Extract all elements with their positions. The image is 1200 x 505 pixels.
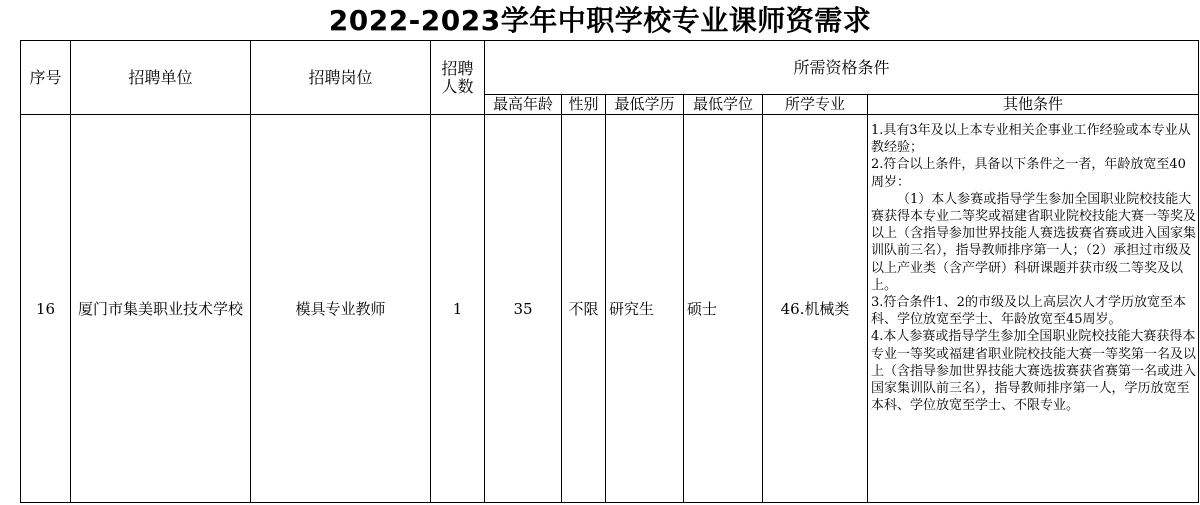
header-major: 所学专业: [763, 95, 868, 115]
other-condition-line: 4.本人参赛或指导学生参加全国职业院校技能大赛获得本专业一等奖或福建省职业院校技能大赛一等奖第一名及以上（含指导参加世界技能大赛选拔赛获省赛第一名或进入国家集训队前三名），指导教师排序第一人，学历放宽至本科、学位放宽至学士、不限专业。: [871, 329, 1197, 414]
header-min-degree: 最低学位: [684, 95, 763, 115]
table-row: [21, 115, 1199, 503]
other-condition-line: （1）本人参赛或指导学生参加全国职业院校技能大赛获得本专业二等奖或福建省职业院校技能大赛一等奖及以上（含指导参加世界技能人赛选拔赛省赛或进入国家集训队前三名），指导教师排序第一人；（2）承担过市级及以上产业类（含产学研）科研课题并获市级二等奖及以上。: [871, 191, 1197, 293]
header-min-edu: 最低学历: [606, 95, 684, 115]
other-condition-line: 2.符合以上条件，具备以下条件之一者，年龄放宽至40周岁：: [871, 157, 1186, 190]
header-unit: 招聘单位: [71, 41, 251, 115]
cell-unit: 厦门市集美职业技术学校: [71, 115, 251, 503]
header-max-age: 最高年龄: [485, 95, 562, 115]
cell-seq: 16: [21, 115, 71, 503]
cell-max-age: 35: [485, 115, 562, 503]
header-gender: 性别: [562, 95, 606, 115]
cell-post: 模具专业教师: [251, 115, 431, 503]
recruitment-table: [20, 40, 1199, 503]
page-title: 2022-2023学年中职学校专业课师资需求: [328, 4, 872, 37]
cell-gender: 不限: [562, 115, 606, 503]
header-count: 招聘人数: [431, 41, 485, 115]
other-condition-line: 3.符合条件1、2的市级及以上高层次人才学历放宽至本科、学位放宽至学士、年龄放宽至45周岁。: [871, 295, 1186, 328]
cell-count: 1: [431, 115, 485, 503]
cell-min-degree: 硕士: [684, 115, 763, 503]
header-post: 招聘岗位: [251, 41, 431, 115]
cell-other-conditions: [868, 115, 1199, 503]
other-condition-line: 1.具有3年及以上本专业相关企事业工作经验或本专业从教经验；: [871, 123, 1191, 156]
header-row-1: [21, 41, 1199, 95]
header-other: 其他条件: [868, 95, 1199, 115]
header-seq: 序号: [21, 41, 71, 115]
header-qualifications: 所需资格条件: [485, 41, 1199, 95]
cell-major: 46.机械类: [763, 115, 868, 503]
cell-min-edu: 研究生: [606, 115, 684, 503]
